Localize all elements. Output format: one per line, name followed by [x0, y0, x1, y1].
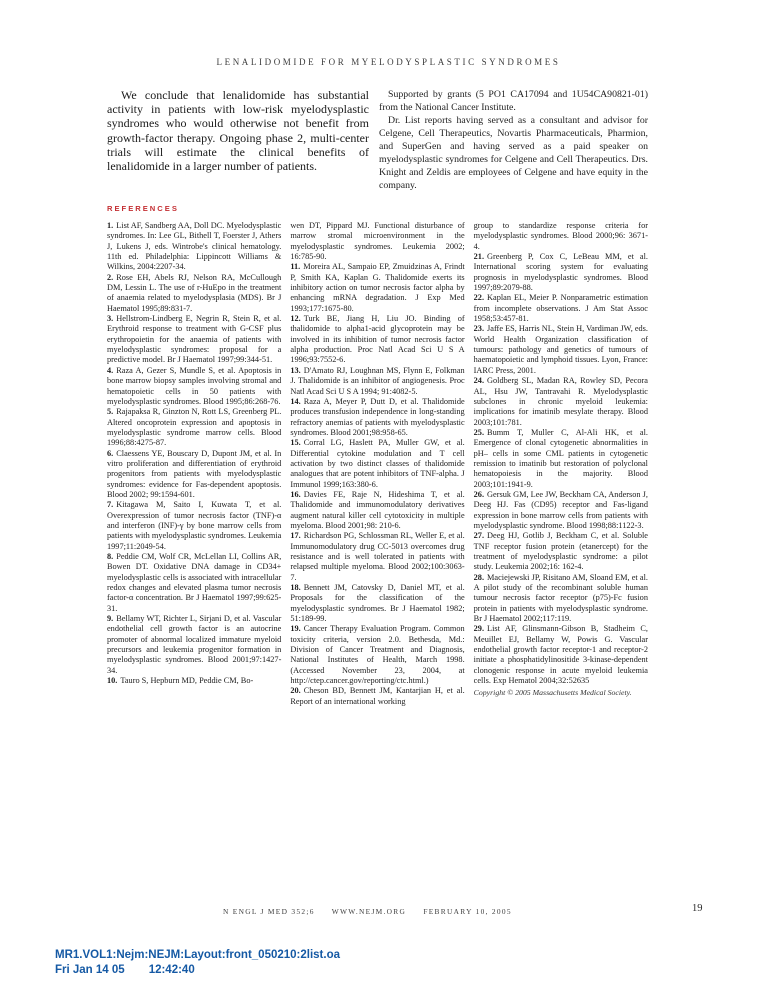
- reference-item: 1. List AF, Sandberg AA, Doll DC. Myelodysplastic syndromes. In: Lee GL, Bithell T, Foerster J, Athers J, Lukens J, eds. Wintrobe's clinical hematology. 11th ed. Philadelphia: Lippincott Williams & Wilkins, 2004:2207-34.: [107, 221, 282, 272]
- reference-number: 7.: [107, 500, 114, 510]
- disclosure-paragraph: Dr. List reports having served as a consultant and advisor for Celgene, Cell Therapeutics, Novartis Pharmaceuticals, Pharmion, and SuperGen and having served as a paid speaker on myelodysplastic syndromes for Celgene and Cell Therapeutics. Drs. Knight and Zeldis are employees of Celgene and have equity in the company.: [379, 115, 648, 191]
- references-column-3: [474, 221, 648, 707]
- references-section: [107, 221, 648, 707]
- reference-number: 27.: [473, 531, 485, 541]
- reference-item: 22. Kaplan EL, Meier P. Nonparametric estimation from incomplete observations. J Am Stat Assoc 1958;53:457-81.: [473, 293, 648, 324]
- reference-number: 16.: [290, 489, 301, 499]
- reference-number: 12.: [290, 314, 301, 324]
- footer-journal-url: WWW.NEJM.ORG: [331, 907, 407, 916]
- reference-item: 12. Turk BE, Jiang H, Liu JO. Binding of thalidomide to alpha1-acid glycoprotein may be involved in its inhibition of tumor necrosis factor alpha production. Proc Natl Acad Sci U S A 1996;93:7552-6.: [290, 314, 465, 365]
- running-head: LENALIDOMIDE FOR MYELODYSPLASTIC SYNDROMES: [216, 57, 561, 67]
- reference-number: 5.: [107, 407, 114, 417]
- reference-number: 6.: [107, 448, 114, 458]
- reference-number: 10.: [107, 676, 118, 686]
- reference-item: 27. Deeg HJ, Gotlib J, Beckham C, et al. Soluble TNF receptor fusion protein (etanercept) for the treatment of myelodysplastic syndrome: a pilot study. Leukemia 2002;16: 162-4.: [473, 531, 648, 572]
- reference-item: group to standardize response criteria for myelodysplastic syndromes. Blood 2000;96: 3671-4.: [473, 221, 648, 251]
- reference-item: 11. Moreira AL, Sampaio EP, Zmuidzinas A, Frindt P, Smith KA, Kaplan G. Thalidomide exerts its inhibitory action on tumor necrosis factor alpha by enhancing mRNA degradation. J Exp Med 1993;177:1675-80.: [290, 262, 465, 313]
- reference-number: 26.: [473, 489, 485, 499]
- reference-item: 17. Richardson PG, Schlossman RL, Weller E, et al. Immunomodulatory drug CC-5013 overcomes drug resistance and is well tolerated in patients with relapsed multiple myeloma. Blood 2002;100:3063-7.: [290, 531, 465, 582]
- reference-item: 3. Hellstrom-Lindberg E, Negrin R, Stein R, et al. Erythroid response to treatment with G-CSF plus erythropoietin for the anaemia of patients with myelodysplastic syndromes: proposal for a predictive model. Br J Haematol 1997;99:344-51.: [107, 314, 282, 365]
- reference-item: 18. Bennett JM, Catovsky D, Daniel MT, et al. Proposals for the classification of the myelodysplastic syndromes. Br J Haematol 1982; 51:189-99.: [290, 583, 465, 624]
- reference-number: 8.: [107, 552, 114, 561]
- reference-item: 15. Corral LG, Haslett PA, Muller GW, et al. Differential cytokine modulation and T cell activation by two distinct classes of thalidomide analogues that are potent inhibitors of TNF-alpha. J Immunol 1999;163:380-6.: [290, 438, 465, 489]
- reference-number: 9.: [107, 614, 114, 624]
- production-slug: [55, 948, 340, 977]
- reference-item: 13. D'Amato RJ, Loughnan MS, Flynn E, Folkman J. Thalidomide is an inhibitor of angiogenesis. Proc Natl Acad Sci U S A 1994; 91:4082-5.: [290, 365, 465, 396]
- disclosure-column: [379, 88, 648, 192]
- reference-number: 2.: [107, 272, 114, 282]
- slug-path: MR1.VOL1:Nejm:NEJM:Layout:front_050210:2list.oa: [55, 949, 341, 961]
- reference-item: 14. Raza A, Meyer P, Dutt D, et al. Thalidomide produces transfusion independence in long-standing refractory anemias of patients with myelodysplastic syndromes. Blood 2001;98:958-65.: [290, 396, 465, 437]
- funding-paragraph: Supported by grants (5 PO1 CA17094 and 1U54CA90821-01) from the National Cancer Institute.: [379, 89, 648, 113]
- reference-item: 19. Cancer Therapy Evaluation Program. Common toxicity criteria, version 2.0. Bethesda, Md.: Division of Cancer Treatment and Diagnosis, National Institutes of Health, March 1998. (Accessed November 23, 2004, at http://ctep.cancer.gov/reporting/ctc.html.): [290, 624, 465, 686]
- reference-item: 10. Tauro S, Hepburn MD, Peddie CM, Bo-: [107, 676, 254, 686]
- references-column-1: [107, 221, 281, 707]
- reference-item: 25. Bumm T, Muller C, Al-Ali HK, et al. Emergence of clonal cytogenetic abnormalities in pH– cells in some CML patients in cytogenetic remission to imatinib but restoration of polyclonal hematopoiesis in the majority. Blood 2003;101:1941-9.: [473, 427, 648, 489]
- conclusion-paragraph: We conclude that lenalidomide has substantial activity in patients with low-risk myelodysplastic syndromes who would otherwise not benefit from growth-factor therapy. Ongoing phase 2, multi-center trials will estimate the clinical benefits of lenalidomide in a larger number of patients.: [107, 88, 369, 174]
- reference-number: 4.: [107, 365, 114, 375]
- reference-number: 24.: [473, 376, 485, 386]
- reference-number: 20.: [290, 686, 301, 696]
- reference-item: 21. Greenberg P, Cox C, LeBeau MM, et al. International scoring system for evaluating prognosis in myelodysplastic syndromes. Blood 1997;89:2079-88.: [473, 252, 648, 293]
- reference-number: 3.: [107, 314, 114, 324]
- reference-item: 9. Bellamy WT, Richter L, Sirjani D, et al. Vascular endothelial cell growth factor is an autocrine promoter of abnormal localized immature myeloid precursors and leukemia progenitor formation in myelodysplastic syndromes. Blood 2001;97:1427-34.: [107, 614, 282, 675]
- reference-item: 6. Claessens YE, Bouscary D, Dupont JM, et al. In vitro proliferation and differentiation of erythroid progenitors from patients with myelodysplastic syndromes: evidence for Fas-dependent apoptosis. Blood 2002; 99:1594-601.: [107, 448, 282, 499]
- reference-item: 26. Gersuk GM, Lee JW, Beckham CA, Anderson J, Deeg HJ. Fas (CD95) receptor and Fas-ligand expression in bone marrow cells from patients with myelodysplastic syndrome. Blood 1998;88:1122-3.: [473, 489, 648, 530]
- reference-item: 2. Rose EH, Abels RJ, Nelson RA, McCullough DM, Lessin L. The use of r-HuEpo in the treatment of anaemia related to myelodysplasia (MDS). Br J Haematol 1995;89:831-7.: [107, 272, 282, 313]
- reference-item: 24. Goldberg SL, Madan RA, Rowley SD, Pecora AL, Hsu JW, Tantravahi R. Myelodysplastic subclones in chronic myeloid leukemia: implications for imatinib mesylate therapy. Blood 2003;101:781.: [473, 376, 648, 427]
- journal-footer: [223, 907, 512, 916]
- reference-number: 17.: [290, 531, 301, 541]
- copyright-line: Copyright © 2005 Massachusetts Medical Society.: [473, 688, 632, 698]
- reference-item: 7. Kitagawa M, Saito I, Kuwata T, et al. Overexpression of tumor necrosis factor (TNF)-α and interferon (INF)-γ by bone marrow cells from patients with myelodysplastic syndromes. Leukemia 1997;11:2049-54.: [107, 500, 282, 551]
- reference-number: 21.: [473, 252, 485, 262]
- reference-item: 5. Rajapaksa R, Ginzton N, Rott LS, Greenberg PL. Altered oncoprotein expression and apoptosis in myelodysplastic syndrome marrow cells. Blood 1996;88:4275-87.: [107, 407, 282, 448]
- footer-journal-citation: N ENGL J MED 352;6: [223, 907, 315, 916]
- footer-issue-date: FEBRUARY 10, 2005: [423, 907, 512, 916]
- reference-item: 16. Davies FE, Raje N, Hideshima T, et al. Thalidomide and immunomodulatory derivatives augment natural killer cell cytotoxicity in multiple myeloma. Blood 2001;98: 210-6.: [290, 489, 465, 530]
- reference-number: 14.: [290, 396, 301, 406]
- reference-number: 25.: [473, 427, 485, 437]
- reference-item: 29. List AF, Glinsmann-Gibson B, Stadheim C, Meuillet EJ, Bellamy W, Powis G. Vascular endothelial growth factor receptor-1 and receptor-2 initiate a phosphatidylinositide 3-kinase-dependent clonogenic response in acute myeloid leukemia cells. Exp Hematol 2004;32:52635: [473, 624, 648, 686]
- slug-datetime: [55, 963, 340, 978]
- intro-section: [107, 88, 648, 192]
- reference-item: 23. Jaffe ES, Harris NL, Stein H, Vardiman JW, eds. World Health Organization classification of tumours: pathology and genetics of tumours of haematopoietic and lymphoid tissues. Lyon, France: IARC Press, 2001.: [473, 324, 648, 375]
- references-heading: REFERENCES: [107, 204, 179, 213]
- reference-item: 20. Cheson BD, Bennett JM, Kantarjian H, et al. Report of an international working: [290, 686, 465, 706]
- slug-date: Fri Jan 14 05: [55, 963, 125, 976]
- reference-number: 11.: [290, 262, 301, 272]
- reference-item: wen DT, Pippard MJ. Functional disturbance of marrow stromal microenvironment in the myelodysplastic syndromes. Leukemia 2002; 16:785-90.: [290, 221, 465, 262]
- reference-number: 29.: [473, 624, 485, 634]
- reference-number: 1.: [107, 221, 114, 230]
- reference-number: 15.: [290, 438, 301, 448]
- reference-number: 13.: [290, 365, 301, 375]
- page-number: 19: [692, 903, 703, 914]
- reference-number: 18.: [290, 583, 301, 593]
- conclusion-column: [107, 88, 369, 192]
- references-column-2: [290, 221, 464, 707]
- reference-number: 23.: [473, 324, 485, 334]
- reference-number: 19.: [290, 624, 301, 634]
- reference-item: 4. Raza A, Gezer S, Mundle S, et al. Apoptosis in bone marrow biopsy samples involving stromal and hematopoietic cells in 50 patients with myelodysplastic syndromes. Blood 1995;86:268-76.: [107, 365, 282, 406]
- reference-item: 8. Peddie CM, Wolf CR, McLellan LI, Collins AR, Bowen DT. Oxidative DNA damage in CD34+ myelodysplastic cells is associated with intracellular redox changes and elevated plasma tumor necrosis factor-α concentration. Br J Haematol 1997;99:625-31.: [107, 552, 282, 613]
- reference-item: 28. Maciejewski JP, Risitano AM, Sloand EM, et al. A pilot study of the recombinant soluble human tumour necrosis factor receptor (p75)-Fc fusion protein in patients with myelodysplastic syndrome. Br J Haematol 2002;117:119.: [473, 572, 648, 624]
- reference-number: 22.: [473, 293, 485, 303]
- slug-time: 12:42:40: [148, 963, 195, 976]
- reference-number: 28.: [473, 572, 485, 582]
